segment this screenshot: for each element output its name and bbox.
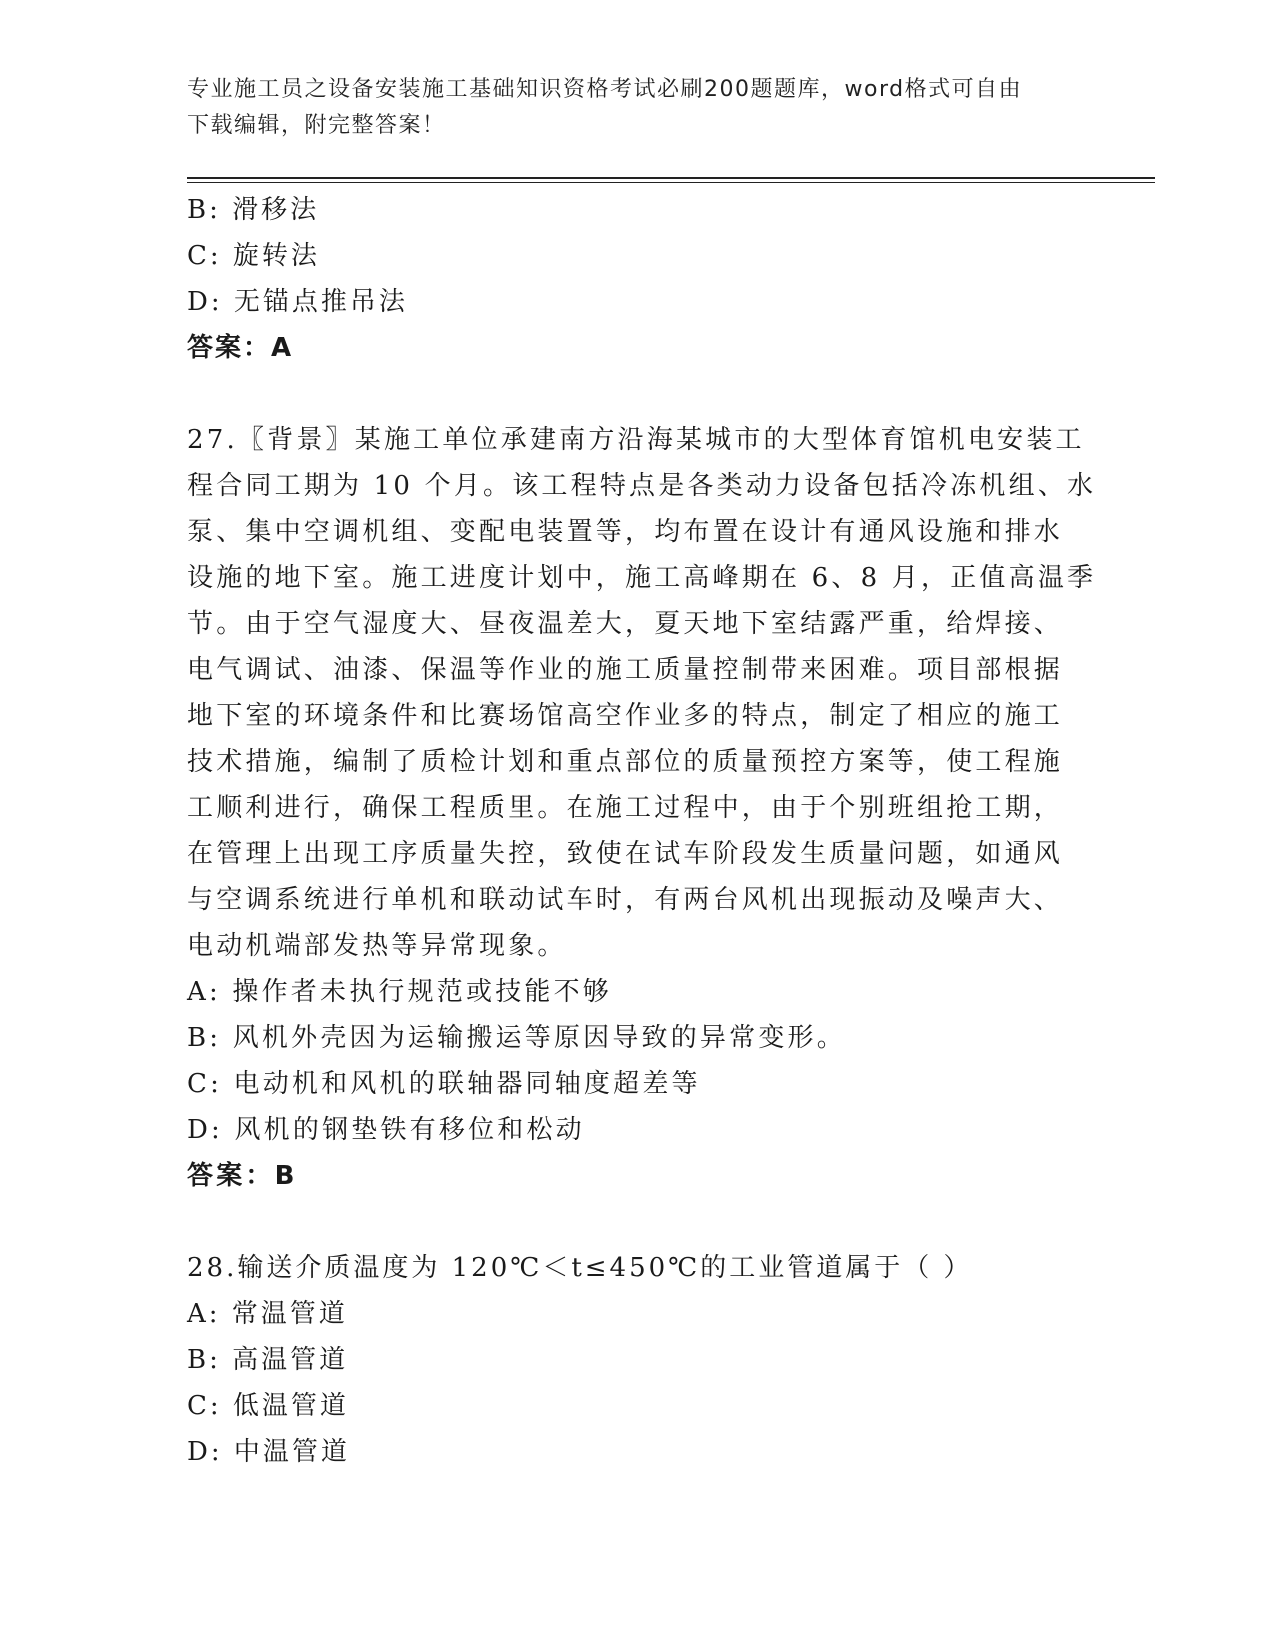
question-27-stem-line: 技术措施，编制了质检计划和重点部位的质量预控方案等，使工程施 bbox=[187, 747, 1064, 777]
option-d: D: 中温管道 bbox=[187, 1437, 350, 1467]
option-d: D: 风机的钢垫铁有移位和松动 bbox=[187, 1115, 585, 1145]
question-28-stem: 28.输送介质温度为 120℃＜t≤450℃的工业管道属于（ ） bbox=[187, 1253, 973, 1283]
option-b: B: 高温管道 bbox=[187, 1345, 349, 1375]
option-a: A: 常温管道 bbox=[187, 1299, 348, 1329]
header-line-1: 专业施工员之设备安装施工基础知识资格考试必刷200题题库，word格式可自由 bbox=[187, 77, 1023, 102]
question-27-stem-line: 电气调试、油漆、保温等作业的施工质量控制带来困难。项目部根据 bbox=[187, 655, 1064, 685]
question-27-stem-line: 27.〖背景〗某施工单位承建南方沿海某城市的大型体育馆机电安装工 bbox=[187, 425, 1085, 455]
option-b: B: 滑移法 bbox=[187, 195, 320, 225]
question-27-stem-line: 设施的地下室。施工进度计划中，施工高峰期在 6、8 月，正值高温季 bbox=[187, 563, 1097, 593]
option-d: D: 无锚点推吊法 bbox=[187, 287, 408, 317]
question-27-stem-line: 地下室的环境条件和比赛场馆高空作业多的特点，制定了相应的施工 bbox=[187, 701, 1064, 731]
option-b: B: 风机外壳因为运输搬运等原因导致的异常变形。 bbox=[187, 1023, 846, 1053]
question-27-stem-line: 程合同工期为 10 个月。该工程特点是各类动力设备包括冷冻机组、水 bbox=[187, 471, 1097, 501]
answer-line: 答案：A bbox=[187, 333, 294, 363]
option-c: C: 低温管道 bbox=[187, 1391, 349, 1421]
question-26-tail bbox=[187, 187, 1067, 371]
question-27-stem-line: 泵、集中空调机组、变配电装置等，均布置在设计有通风设施和排水 bbox=[187, 517, 1064, 547]
header-line-2: 下载编辑，附完整答案！ bbox=[187, 113, 446, 138]
question-27-stem-line: 电动机端部发热等异常现象。 bbox=[187, 931, 567, 961]
option-c: C: 旋转法 bbox=[187, 241, 320, 271]
question-27-stem-line: 在管理上出现工序质量失控，致使在试车阶段发生质量问题，如通风 bbox=[187, 839, 1064, 869]
option-c: C: 电动机和风机的联轴器同轴度超差等 bbox=[187, 1069, 701, 1099]
question-27 bbox=[187, 417, 1097, 1199]
answer-line: 答案：B bbox=[187, 1161, 298, 1191]
question-28 bbox=[187, 1245, 1067, 1475]
question-content bbox=[187, 187, 1097, 1475]
question-27-stem-line: 节。由于空气湿度大、昼夜温差大，夏天地下室结露严重，给焊接、 bbox=[187, 609, 1064, 639]
header-divider bbox=[187, 177, 1155, 183]
question-27-stem-line: 工顺利进行，确保工程质里。在施工过程中，由于个别班组抢工期， bbox=[187, 793, 1064, 823]
document-header bbox=[187, 72, 1067, 144]
question-27-stem-line: 与空调系统进行单机和联动试车时，有两台风机出现振动及噪声大、 bbox=[187, 885, 1064, 915]
option-a: A: 操作者未执行规范或技能不够 bbox=[187, 977, 613, 1007]
